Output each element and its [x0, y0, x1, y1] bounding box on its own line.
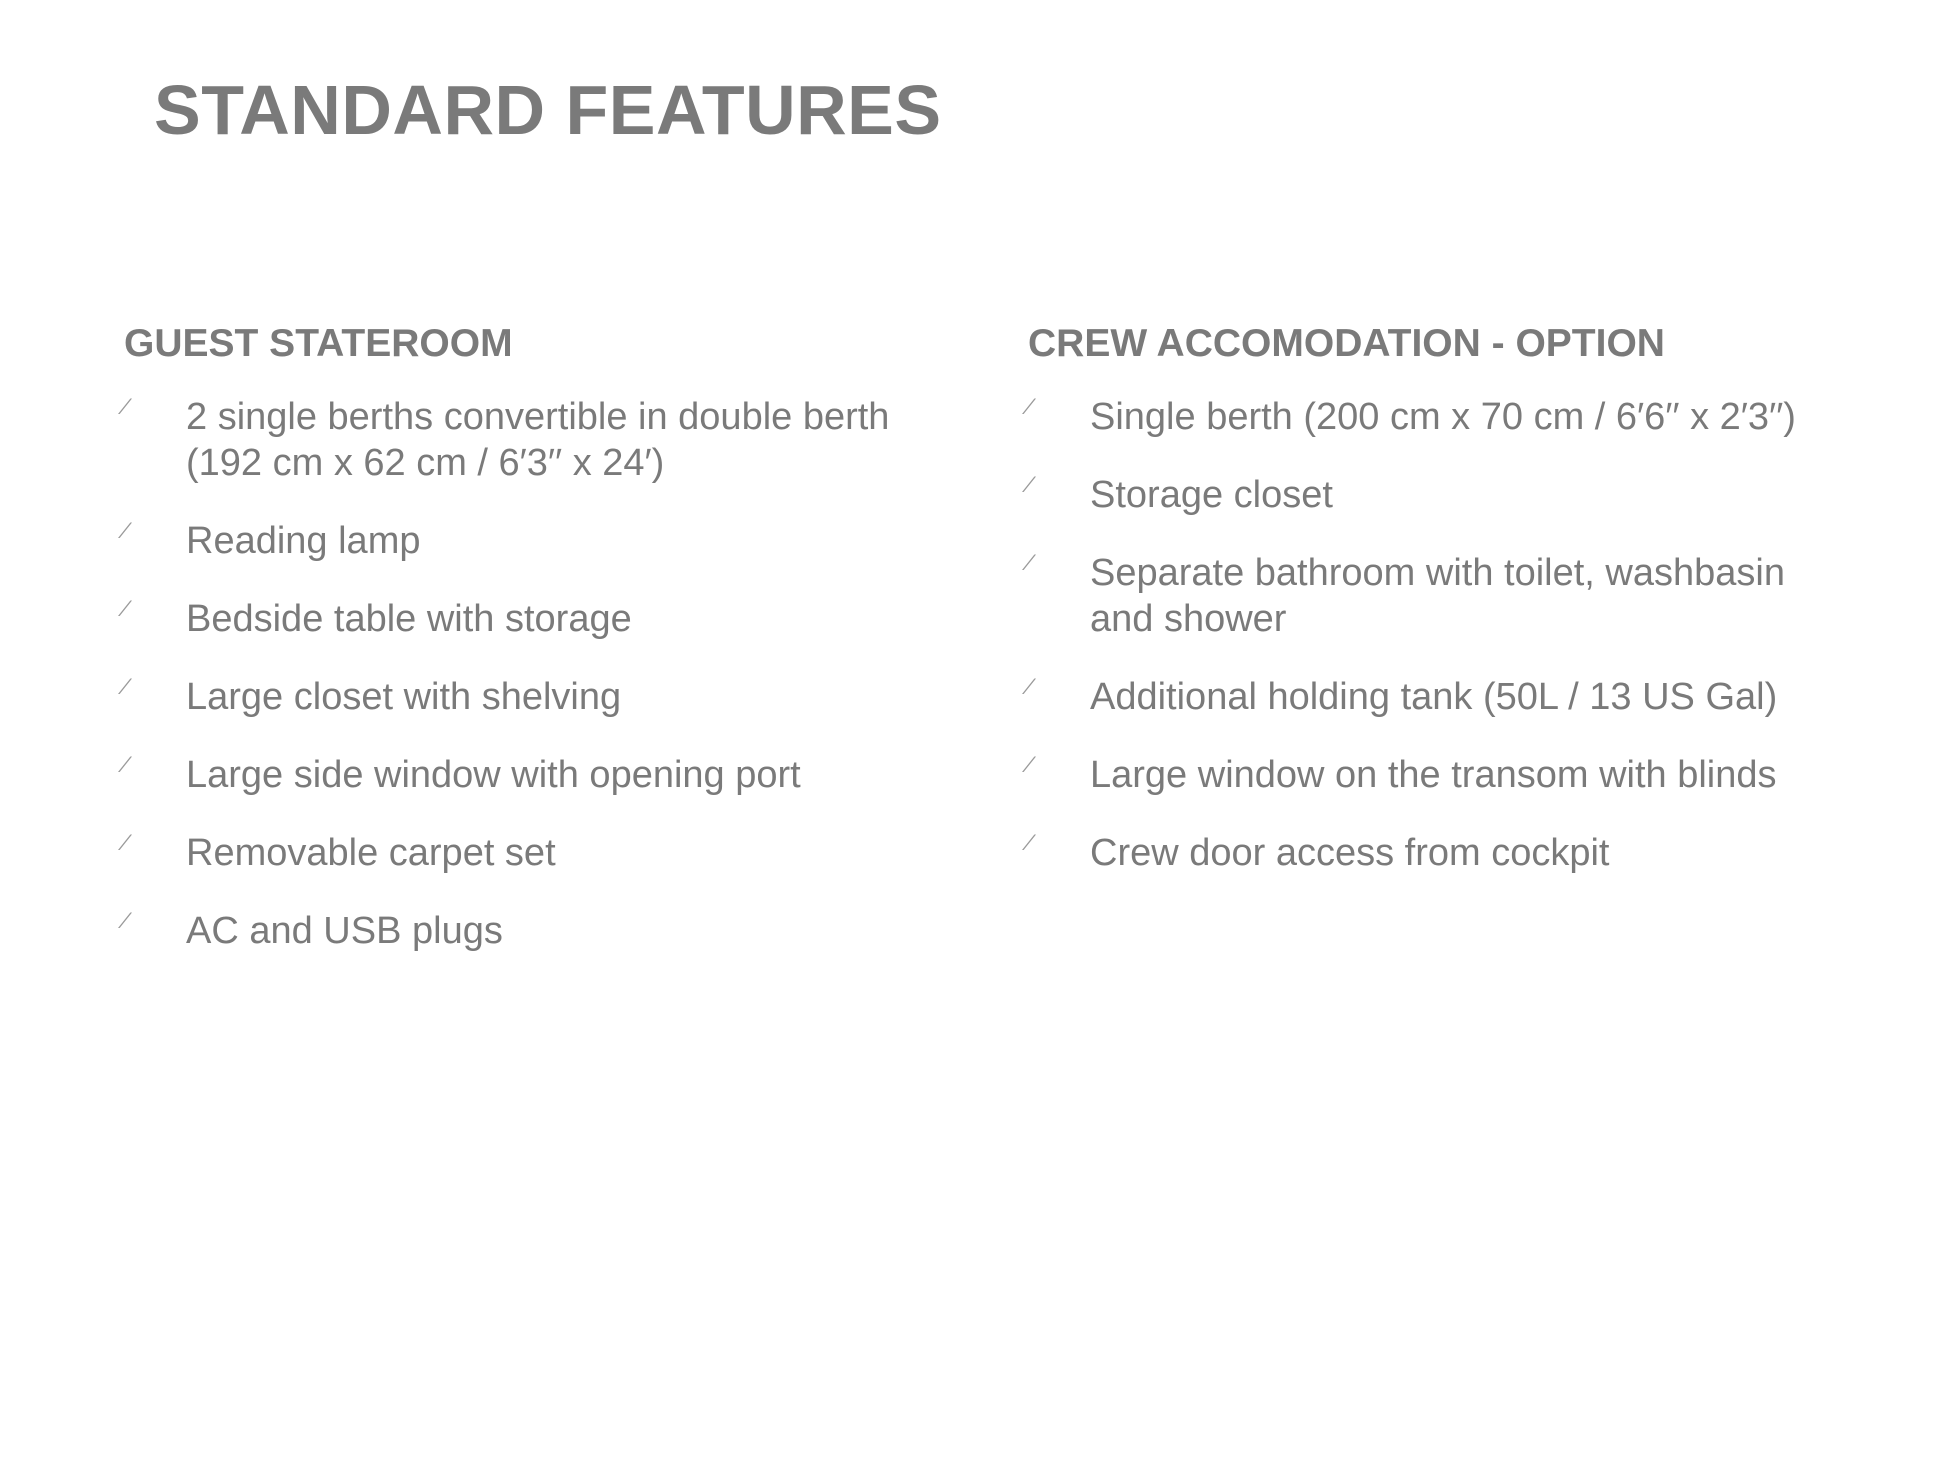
slash-bullet-icon: ⁄: [124, 394, 128, 419]
slash-bullet-icon: ⁄: [124, 830, 128, 855]
slash-bullet-icon: ⁄: [124, 596, 128, 621]
list-item: [124, 674, 924, 720]
list-item: [1028, 472, 1848, 518]
slash-bullet-icon: ⁄: [1028, 472, 1032, 497]
list-item: [1028, 674, 1848, 720]
list-item-text: Large closet with shelving: [186, 676, 622, 718]
page-title: STANDARD FEATURES: [154, 71, 942, 149]
guest-stateroom-list: [124, 394, 924, 954]
list-item-text: Bedside table with storage: [186, 598, 632, 640]
slash-bullet-icon: ⁄: [1028, 674, 1032, 699]
list-item: [124, 908, 924, 954]
slash-bullet-icon: ⁄: [1028, 394, 1032, 419]
list-item: [1028, 394, 1848, 440]
list-item-text: Removable carpet set: [186, 832, 556, 874]
list-item-text: Large side window with opening port: [186, 754, 801, 796]
list-item-text: Reading lamp: [186, 520, 421, 562]
guest-stateroom-section: [124, 322, 924, 986]
guest-stateroom-heading: GUEST STATEROOM: [124, 322, 513, 365]
slash-bullet-icon: ⁄: [124, 674, 128, 699]
list-item: [124, 596, 924, 642]
list-item-text: Storage closet: [1090, 474, 1333, 516]
slash-bullet-icon: ⁄: [124, 908, 128, 933]
list-item: [1028, 550, 1848, 642]
list-item-text: Additional holding tank (50L / 13 US Gal): [1090, 676, 1778, 718]
list-item: [124, 518, 924, 564]
crew-accomodation-section: [1028, 322, 1848, 908]
list-item: [1028, 752, 1848, 798]
list-item: [124, 752, 924, 798]
list-item-text: Separate bathroom with toilet, washbasin and shower: [1090, 552, 1785, 640]
slash-bullet-icon: ⁄: [124, 518, 128, 543]
slash-bullet-icon: ⁄: [1028, 830, 1032, 855]
list-item: [1028, 830, 1848, 876]
list-item-text: 2 single berths convertible in double berth (192 cm x 62 cm / 6′3′′ x 24′): [186, 396, 890, 484]
list-item-text: Large window on the transom with blinds: [1090, 754, 1777, 796]
crew-accomodation-heading: CREW ACCOMODATION - OPTION: [1028, 322, 1665, 365]
crew-accomodation-list: [1028, 394, 1848, 876]
list-item-text: Crew door access from cockpit: [1090, 832, 1610, 874]
slash-bullet-icon: ⁄: [1028, 550, 1032, 575]
list-item: [124, 830, 924, 876]
slash-bullet-icon: ⁄: [1028, 752, 1032, 777]
list-item-text: Single berth (200 cm x 70 cm / 6′6′′ x 2′3′′): [1090, 396, 1796, 438]
list-item-text: AC and USB plugs: [186, 910, 503, 952]
list-item: [124, 394, 924, 486]
slash-bullet-icon: ⁄: [124, 752, 128, 777]
